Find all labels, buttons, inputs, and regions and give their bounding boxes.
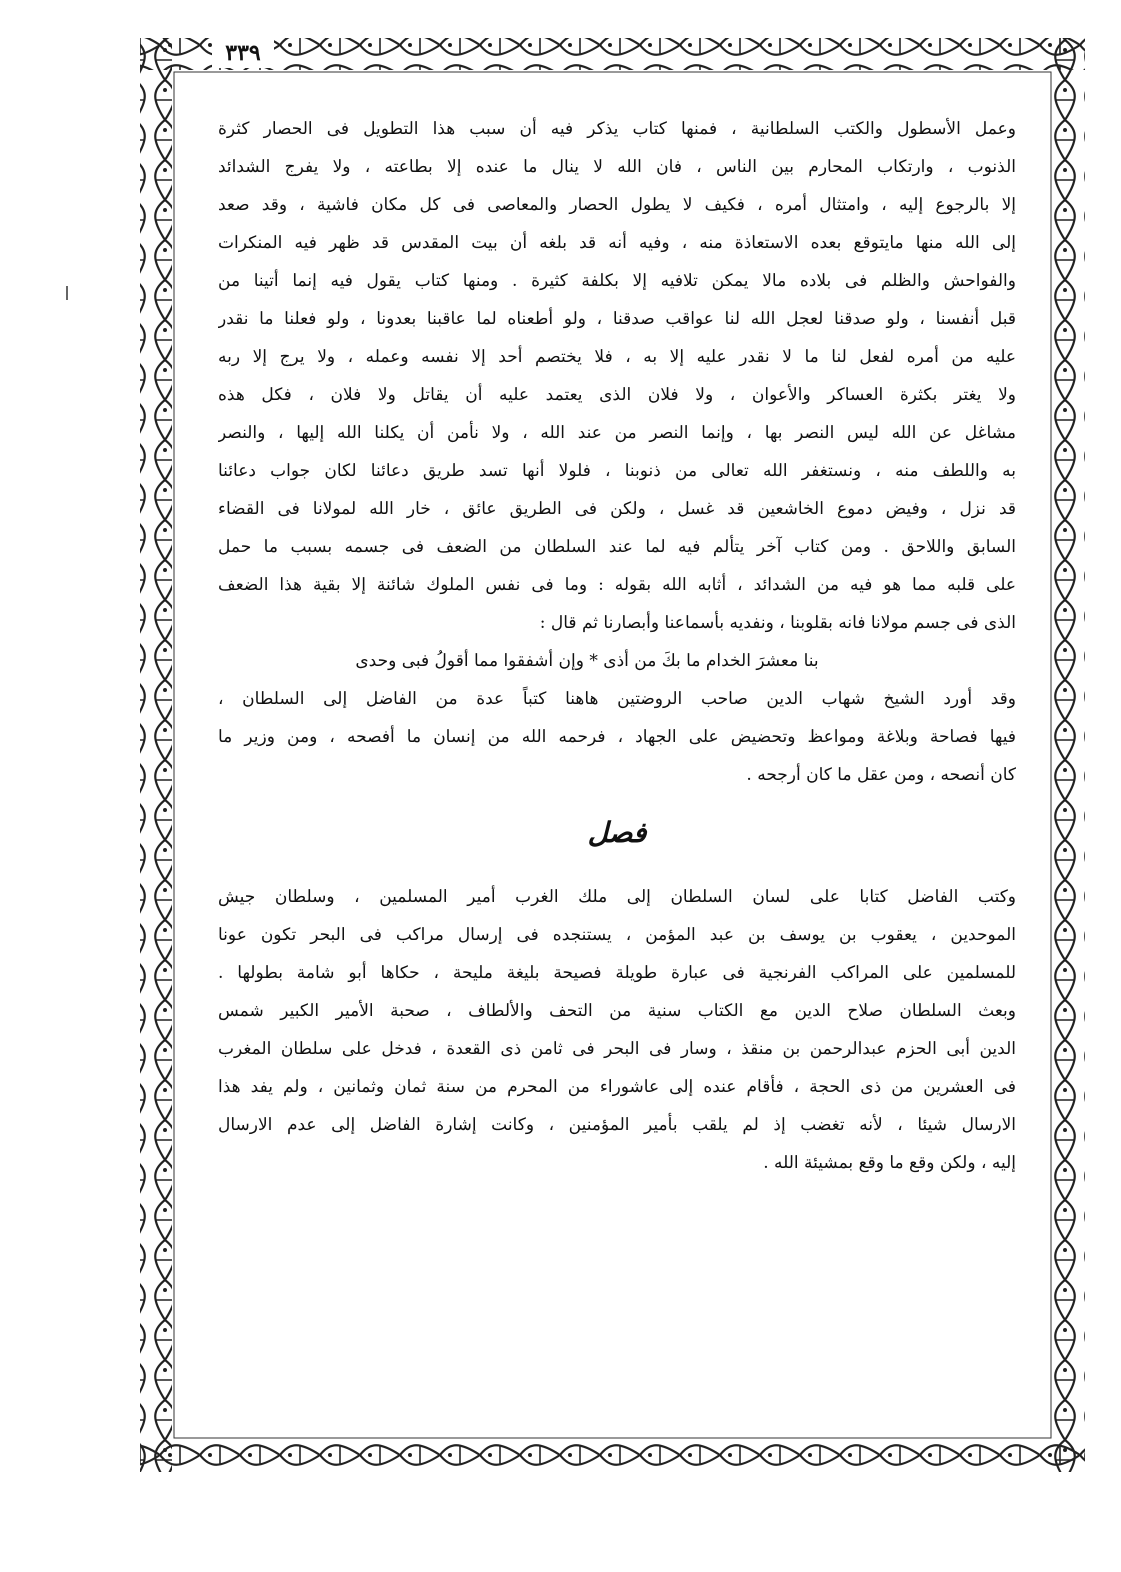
text-line: عليه من أمره لفعل لنا ما لا نقدر عليه إلا به ، فلا يختصم أحد إلا نفسه وعمله ، ولا يرج إلا ربه: [218, 347, 1016, 367]
text-line: ولا يغتر بكثرة العساكر والأعوان ، ولا فلان الذى يعتمد عليه أن يقاتل ولا فلان ، فكل هذه: [218, 385, 1016, 405]
margin-mark: [66, 286, 68, 300]
text-line: الذى فى جسم مولانا فانه بقلوبنا ، ونفديه بأسماعنا وأبصارنا ثم قال :: [539, 613, 1016, 633]
text-line: الدين أبى الحزم عبدالرحمن بن منقذ ، وسار فى البحر فى ثامن ذى القعدة ، فدخل على سلطان المغرب: [218, 1039, 1016, 1059]
text-line: وعمل الأسطول والكتب السلطانية ، فمنها كتاب يذكر فيه أن سبب هذا التطويل فى الحصار كثرة: [218, 119, 1016, 139]
text-line: إلى الله منها مايتوقع بعده الاستعاذة منه ، وفيه أنه قد بلغه أن بيت المقدس قد ظهر فيه المنكرات: [218, 233, 1016, 253]
text-line: الارسال شيئا ، لأنه تغضب إذ لم يلقب بأمير المؤمنين ، وكانت إشارة الفاضل إلى عدم الارسال: [218, 1115, 1016, 1135]
section-heading: [218, 794, 1016, 878]
text-line: مشاغل عن الله ليس النصر بها ، وإنما النصر من عند الله ، ولا نأمن أن يكلنا الله إليها ، والنصر: [218, 423, 1016, 443]
text-line: به واللطف منه ، ونستغفر الله تعالى من ذنوبنا ، فلولا أنها تسد طريق دعائنا لكان جواب دعائنا: [218, 461, 1016, 481]
text-line: الموحدين ، يعقوب بن يوسف بن عبد المؤمن ، يستنجده فى إرسال مراكب فى البحر تكون عونا: [218, 925, 1016, 945]
text-line: السابق واللاحق . ومن كتاب آخر يتألم فيه لما عند السلطان من الضعف فى جسمه بسبب ما حمل: [218, 537, 1016, 557]
text-line: وقد أورد الشيخ شهاب الدين صاحب الروضتين هاهنا كتباً عدة من الفاضل إلى السلطان ،: [218, 689, 1016, 709]
text-line: للمسلمين على المراكب الفرنجية فى عبارة طويلة فصيحة بليغة مليحة ، حكاها أبو شامة بطولها .: [218, 963, 1016, 983]
text-line: الذنوب ، وارتكاب المحارم بين الناس ، فان الله لا ينال ما عنده إلا بطاعته ، ولا يفرج الشدائد: [218, 157, 1016, 177]
page-number: ٣٣٩: [212, 38, 274, 68]
section-heading-text: فصل: [587, 816, 647, 849]
text-line: والفواحش والظلم فى بلاده مالا يمكن تلافيه إلا بكلفة كثيرة . ومنها كتاب يقول فيه إنما أتينا من: [218, 271, 1016, 291]
text-line: وبعث السلطان صلاح الدين مع الكتاب سنية من التحف والألطاف ، صحبة الأمير الكبير شمس: [218, 1001, 1016, 1021]
text-line: قبل أنفسنا ، ولو صدقنا لعجل الله لنا عواقب صدقنا ، ولو أطعناه لما عاقبنا بعدونا ، ولو فعلنا ما نقدر: [218, 309, 1016, 329]
body-text: [218, 110, 1016, 1430]
text-line: فيها فصاحة وبلاغة ومواعظ وتحضيض على الجهاد ، فرحمه الله من إنسان ما أفصحه ، ومن وزير ما: [218, 727, 1016, 747]
text-line: إليه ، ولكن وقع ما وقع بمشيئة الله .: [763, 1153, 1016, 1173]
text-line: كان أنصحه ، ومن عقل ما كان أرجحه .: [746, 765, 1016, 785]
poetry-verse: بنا معشرَ الخدام ما بكَ من أذى * وإن أشفقوا مما أقولُ فبى وحدى: [355, 651, 819, 671]
text-line: إلا بالرجوع إليه ، وامتثال أمره ، فكيف لا يطول الحصار والمعاصى فى كل مكان فاشية ، وقد صعد: [218, 195, 1016, 215]
text-line: وكتب الفاضل كتابا على لسان السلطان إلى ملك الغرب أمير المسلمين ، وسلطان جيش: [218, 887, 1016, 907]
text-line: فى العشرين من ذى الحجة ، فأقام عنده إلى عاشوراء من المحرم من سنة ثمان وثمانين ، ولم يفد هذا: [218, 1077, 1016, 1097]
text-line: على قلبه مما هو فيه من الشدائد ، أثابه الله بقوله : وما فى نفس الملوك شائنة إلا بقية هذا الضعف: [218, 575, 1016, 595]
text-line: قد نزل ، وفيض دموع الخاشعين قد غسل ، ولكن فى الطريق عائق ، خار الله لمولانا فى القضاء: [218, 499, 1016, 519]
